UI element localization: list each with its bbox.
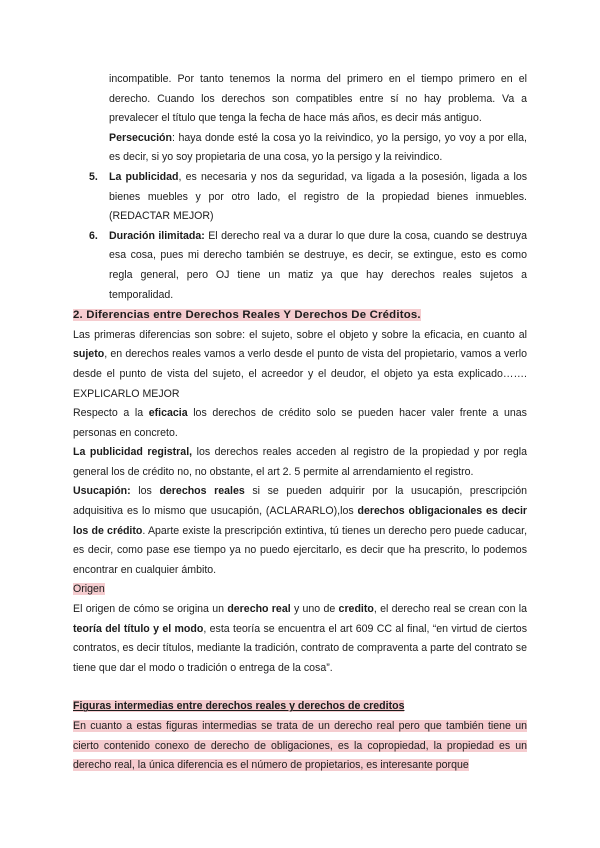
section-2-p3-bold: La publicidad registral, — [73, 446, 193, 459]
section-2-p3-text: los derechos reales acceden al registro de la propiedad y por regla general los de crédito no, no obstante, el art 2. 5 permite al arrendamiento el registro. — [73, 446, 527, 478]
origen-text-g: , esta teoría se encuentra el art 609 CC al final, “en virtud de ciertos contratos, es decir títulos, mediante la tradición, contrato de compraventa a parte del contrato se tiene que dar el modo o tradición o entrega de la cosa”. — [73, 622, 527, 674]
section-2-heading — [73, 306, 527, 326]
spacer — [73, 678, 527, 697]
list-item-4-continuation — [73, 70, 527, 129]
section-2-p1-bold: sujeto — [73, 348, 105, 361]
section-2-p2-text-a: Respecto a la — [73, 407, 149, 420]
list-item-5-text: , es necesaria y nos da seguridad, va ligada a la posesión, ligada a los bienes muebles y por otro lado, el registro de la propiedad bienes inmuebles. (REDACTAR MEJOR) — [109, 170, 528, 223]
section-2-p4-bold-a: Usucapión: — [73, 485, 131, 498]
origen-text-e: , el derecho real se crean con la — [373, 603, 527, 616]
list-item-5-term: La publicidad — [109, 170, 179, 183]
list-item-5-number: 5. — [89, 170, 98, 183]
origen-heading — [73, 580, 527, 600]
section-2-paragraph-4 — [73, 482, 527, 580]
origen-bold-f: teoría del título y el modo — [73, 622, 204, 635]
section-2-p4-bold-c: derechos reales — [159, 485, 245, 498]
list-item-6 — [73, 227, 527, 305]
section-2-p4-text-d: si se pueden adquirir por la usucapión, prescripción adquisitiva es lo mismo que usucapión, (ACLARARLO),los — [73, 485, 527, 518]
origen-text-c: y uno de — [290, 603, 339, 616]
section-2-p4-bold-e: derechos obligacionales es decir los de crédito — [73, 505, 528, 537]
section-2-heading-text: 2. Diferencias entre Derechos Reales Y Derechos De Créditos. — [73, 309, 421, 322]
persecucion-term: Persecución — [109, 131, 173, 144]
section-2-p2-bold: eficacia — [148, 407, 188, 420]
section-2-p1-text-a: Las primeras diferencias son sobre: el sujeto, sobre el objeto y sobre la eficacia, en cuanto al — [73, 328, 527, 341]
persecucion-text: : haya donde esté la cosa yo la reivindico, yo la persigo, yo voy a por ella, es decir, si yo soy propietaria de una cosa, yo la persigo y la reivindico. — [109, 131, 527, 164]
section-2-p4-text-f: . Aparte existe la prescripción extintiva, tú tienes un derecho pero puede caducar, es decir, como pase ese tiempo ya no puedo ejercitarlo, es decir que ha prescrito, lo podemos encontrar en cualquier ámbito. — [73, 524, 528, 576]
origen-heading-text: Origen — [73, 583, 105, 596]
list-item-6-number: 6. — [89, 229, 98, 242]
section-2-p4-text-b: los — [130, 485, 160, 498]
list-item-6-term: Duración ilimitada: — [109, 229, 205, 242]
list-item-6-text: El derecho real va a durar lo que dure la cosa, cuando se destruya esa cosa, pues mi derecho también se destruye, es decir, se extingue, esto es como regla general, pero OJ tiene un matiz ya que hay derechos reales sujetos a temporalidad. — [109, 229, 527, 301]
list-item-4-text: incompatible. Por tanto tenemos la norma del primero en el tiempo primero en el derecho. Cuando los derechos son compatibles entre sí no hay problema. Va a prevalecer el título que tenga la fecha de hace más años, es decir más antiguo. — [109, 73, 527, 125]
figuras-heading — [73, 697, 527, 717]
persecucion-paragraph — [73, 129, 527, 168]
section-2-p2-text-c: los derechos de crédito solo se pueden hacer valer frente a unas personas en concreto. — [73, 407, 527, 439]
origen-bold-b: derecho real — [227, 603, 291, 616]
origen-paragraph — [73, 600, 527, 678]
section-2-paragraph-1 — [73, 326, 527, 404]
section-2-p1-text-c: , en derechos reales vamos a verlo desde el punto de vista del propietario, vamos a verlo desde el punto de vista del sujeto, el acreedor y el deudor, el objeto ya esta explicado……. EXPLICARLO MEJOR — [73, 348, 527, 400]
section-2-paragraph-2 — [73, 404, 527, 443]
section-2-paragraph-3 — [73, 443, 527, 482]
origen-bold-d: credito — [338, 603, 374, 616]
figuras-heading-text: Figuras intermedias entre derechos reales y derechos de creditos — [73, 700, 405, 713]
list-item-5 — [73, 168, 527, 227]
figuras-paragraph-1 — [73, 717, 527, 776]
origen-text-a: El origen de cómo se origina un — [73, 603, 228, 616]
figuras-paragraph-1-text: En cuanto a estas figuras intermedias se trata de un derecho real pero que también tiene un cierto contenido conexo de derecho de obligaciones, es la copropiedad, la propiedad es un derecho real, la única diferencia es el número de propietarios, es interesante porque — [73, 720, 527, 772]
